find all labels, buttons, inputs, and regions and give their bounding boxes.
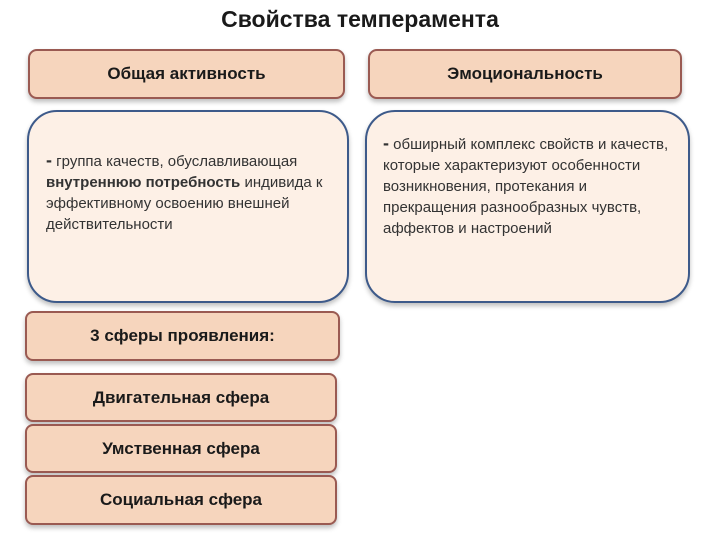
spheres-header: 3 сферы проявления: (25, 311, 340, 361)
description-text-part1: группа качеств, обуславливающая (52, 153, 298, 170)
description-bold-text: внутреннюю потребность (46, 174, 241, 191)
emotionality-description (365, 110, 690, 303)
description-text: обширный комплекс свойств и качеств, которые характеризуют особенности возникновения, протекания и прекращения разнообразных чувств, аффектов и настроений (383, 136, 669, 237)
diagram-title: Свойства темперамента (221, 6, 499, 32)
emotionality-header: Эмоциональность (368, 49, 682, 99)
description-dash: - (383, 133, 389, 153)
sphere-motor: Двигательная сфера (25, 373, 337, 422)
general-activity-header: Общая активность (28, 49, 345, 99)
description-dash: - (46, 150, 52, 170)
description-text-part2: индивида к эффективному освоению внешней действительности (46, 174, 323, 233)
sphere-mental: Умственная сфера (25, 424, 337, 473)
general-activity-description (27, 110, 349, 303)
sphere-social: Социальная сфера (25, 475, 337, 525)
